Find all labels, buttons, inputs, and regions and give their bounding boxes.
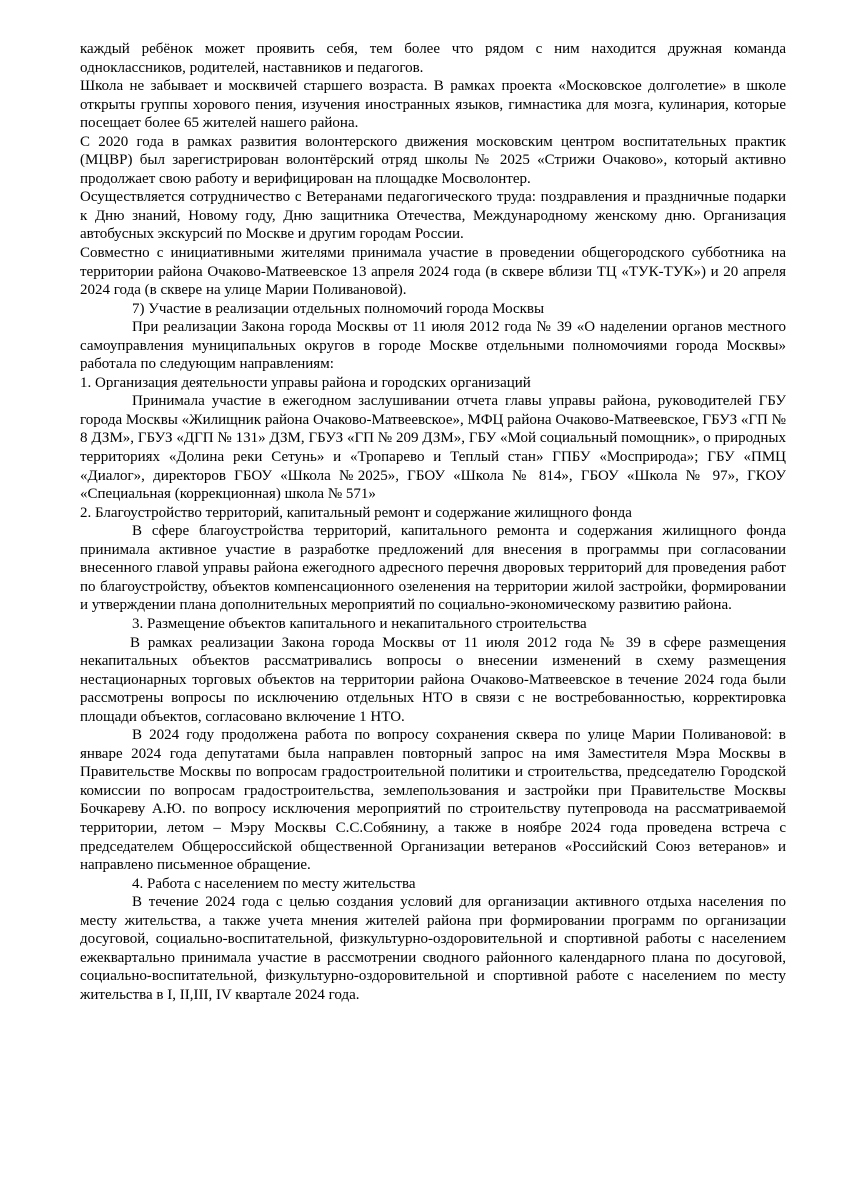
subsection-heading-improvement: 2. Благоустройство территорий, капитальный ремонт и содержание жилищного фонда xyxy=(80,504,632,521)
paragraph-volunteer-squad: С 2020 года в рамках развития волонтерского движения московским центром воспитательных практик (МЦВР) был зарегистрирован волонтёрский отряд школы № 2025 «Стрижи Очаково», который активно продолжает свою работу и верифицирован на площадке Мосволонтер. xyxy=(80,133,786,187)
section-heading-powers: 7) Участие в реализации отдельных полномочий города Москвы xyxy=(132,300,545,317)
paragraph-nto: В рамках реализации Закона города Москвы от 11 июля 2012 года № 39 в сфере размещения некапитальных объектов рассматривались вопросы о внесении изменений в схему размещения нестационарных торговых объектов на территории района Очаково-Матвеевское в течение 2024 года были рассмотрены вопросы по исключению отдельных НТО в связи с не востребованностью, корректировка площади объектов, согласовано включение 1 НТО. xyxy=(80,634,786,725)
paragraph-moscow-longevity: Школа не забывает и москвичей старшего возраста. В рамках проекта «Московское долголетие» в школе открыты группы хорового пения, изучения иностранных языков, гимнастика для мозга, кулинария, которые посещает более 65 жителей нашего района. xyxy=(80,78,786,132)
subsection-heading-construction: 3. Размещение объектов капитального и некапитального строительства xyxy=(132,615,587,632)
document-page xyxy=(80,40,786,1004)
paragraph-improvement: В сфере благоустройства территорий, капитального ремонта и содержания жилищного фонда принимала активное участие в разработке предложений для внесения в программы при согласовании внесенного главой управы района ежегодного адресного перечня дворовых территорий для проведения работ по благоустройству, объектов компенсационного озеленения на территории жилой застройки, формировании и утверждении плана дополнительных мероприятий по социально-экономическому развитию района. xyxy=(80,523,786,614)
subsection-heading-uprava: 1. Организация деятельности управы района и городских организаций xyxy=(80,374,531,391)
paragraph-square-preservation: В 2024 году продолжена работа по вопросу сохранения сквера по улице Марии Поливановой: в январе 2024 года депутатами была направлен повторный запрос на имя Заместителя Мэра Москвы в Правительстве Москвы по вопросам градостроительной политики и строительства, председателю Городской комиссии по вопросам градостроительства, землепользования и застройки при Правительстве Москвы Бочкареву А.Ю. по вопросу исключения мероприятий по строительству путепровода на рассматриваемой территории, летом – Мэру Москвы С.С.Собянину, а также в ноябре 2024 года проведена встреча с председателем Общероссийской общественной Организации ветеранов «Российский Союз ветеранов» и направлено письменное обращение. xyxy=(80,727,786,874)
paragraph-law-implementation: При реализации Закона города Москвы от 11 июля 2012 года № 39 «О наделении органов местного самоуправления муниципальных округов в городе Москве отдельными полномочиями города Москвы» работала по следующим направлениям: xyxy=(80,319,786,373)
paragraph-reports-hearing: Принимала участие в ежегодном заслушивании отчета главы управы района, руководителей ГБУ города Москвы «Жилищник района Очаково-Матвеевское», МФЦ района Очаково-Матвеевское, ГБУЗ «ГП № 8 ДЗМ», ГБУЗ «ДГП № 131» ДЗМ, ГБУЗ «ГП № 209 ДЗМ», ГБУ «Мой социальный помощник», о природных территориях «Долина реки Сетунь» и «Тропарево и Теплый стан» ГПБУ «Мосприрода»; ГБУ «ПМЦ «Диалог», директоров ГБОУ «Школа №2025», ГБОУ «Школа № 814», ГБОУ «Школа № 97», ГКОУ «Специальная (коррекционная) школа № 571» xyxy=(80,393,786,503)
subsection-heading-residents: 4. Работа с населением по месту жительства xyxy=(132,875,416,892)
paragraph-veterans-cooperation: Осуществляется сотрудничество с Ветеранами педагогического труда: поздравления и праздничные подарки к Дню знаний, Новому году, Дню защитника Отечества, Международному женскому дню. Организация автобусных экскурсий по Москве и другим городам России. xyxy=(80,189,786,243)
paragraph-subbotnik: Совместно с инициативными жителями принимала участие в проведении общегородского субботника на территории района Очаково-Матвеевское 13 апреля 2024 года (в сквере вблизи ТЦ «ТУК-ТУК») и 20 апреля 2024 года (в сквере на улице Марии Поливановой). xyxy=(80,245,786,299)
paragraph-leisure-plan: В течение 2024 года с целью создания условий для организации активного отдыха населения по месту жительства, а также учета мнения жителей района при формировании программ по организации досуговой, социально-воспитательной, физкультурно-оздоровительной и спортивной работы с населением ежеквартально принимала участие в рассмотрении сводного районного календарного плана по досуговой, социально-воспитательной, физкультурно-оздоровительной и спортивной работе с населением по месту жительства в I, II,III, IV квартале 2024 года. xyxy=(80,894,786,1003)
paragraph-school-team: каждый ребёнок может проявить себя, тем более что рядом с ним находится дружная команда одноклассников, родителей, наставников и педагогов. xyxy=(80,41,786,76)
